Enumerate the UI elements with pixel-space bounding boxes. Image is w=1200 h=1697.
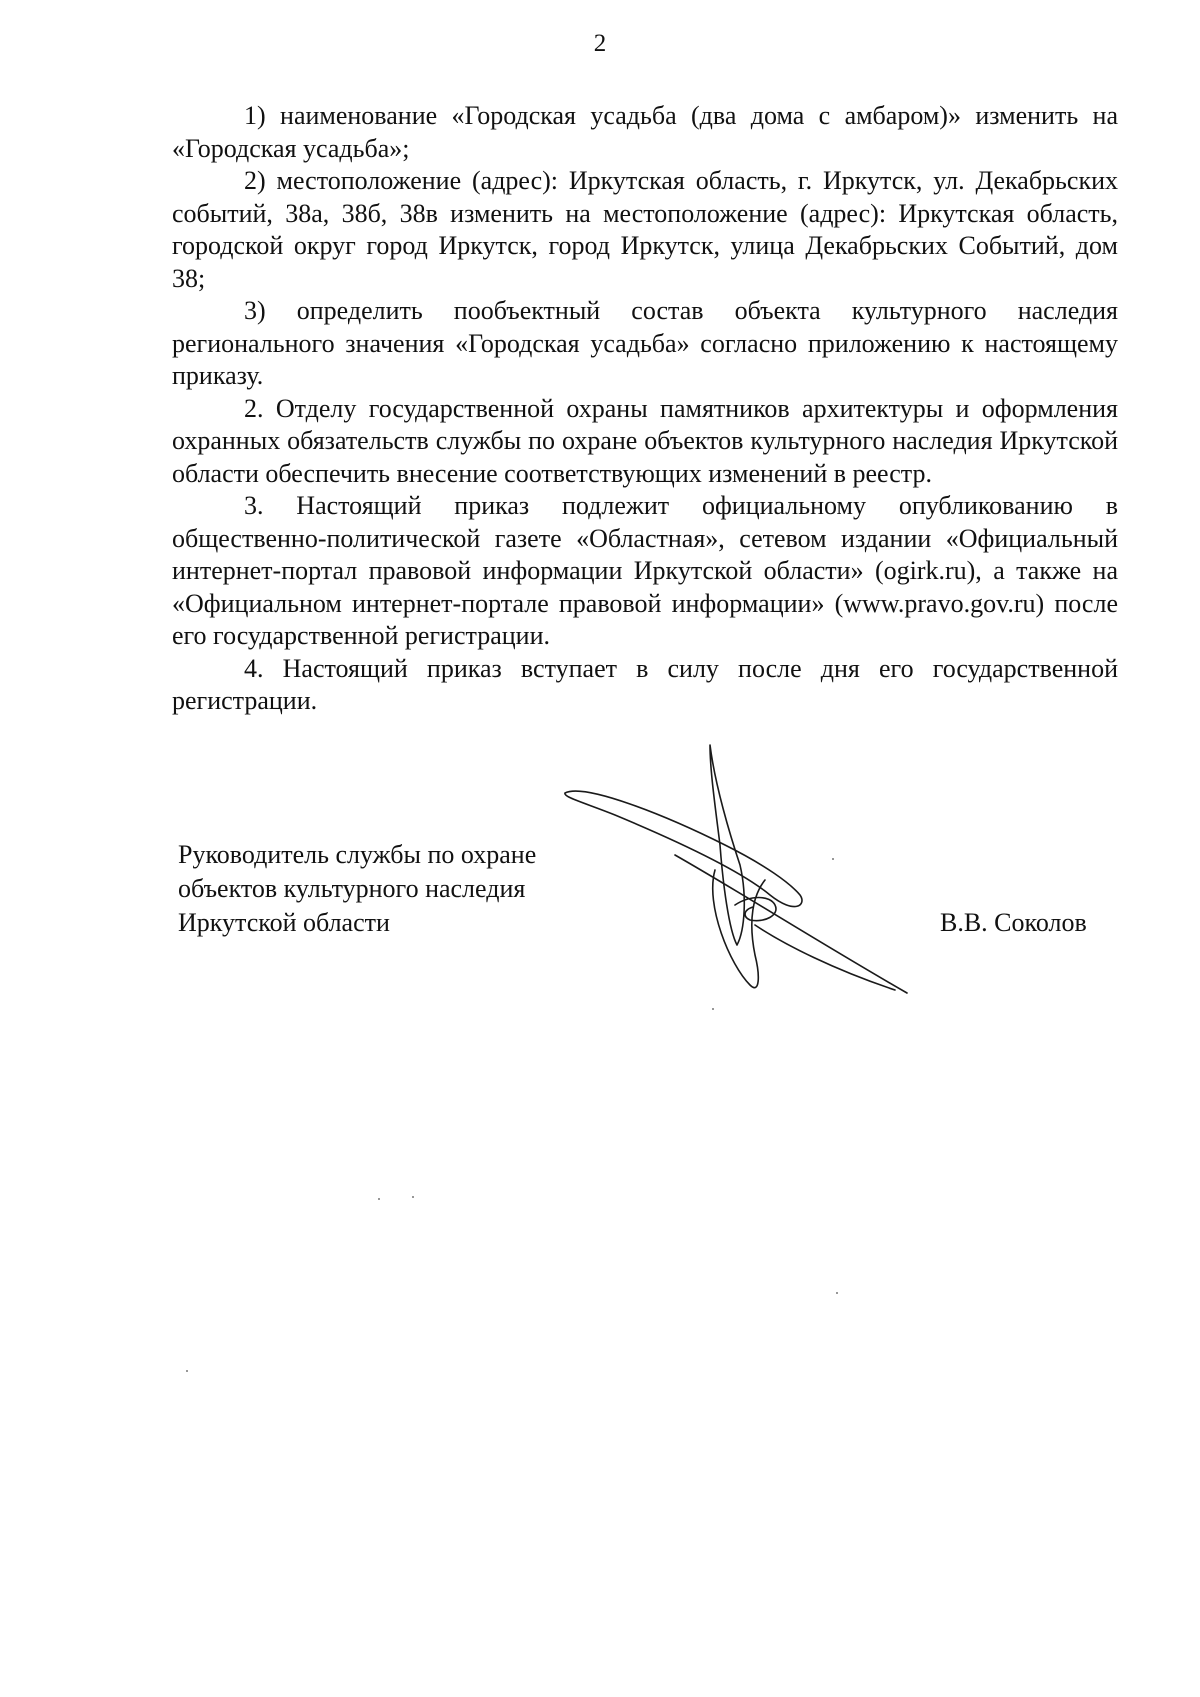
paragraph-4: 4. Настоящий приказ вступает в силу после дня его государственной регистрации. (172, 653, 1118, 715)
paragraph-1-1: 1) наименование «Городская усадьба (два дома с амбаром)» изменить на «Городская усадьба»; (172, 101, 1118, 163)
handwritten-signature (555, 745, 925, 1030)
paragraph-3: 3. Настоящий приказ подлежит официальному опубликованию в общественно-политической газете «Областная», сетевом издании «Официальный интернет-портал правовой информации Иркутской области» (ogirk.ru), а также на «Официальном интернет-портале правовой информации» (www.pravo.gov.ru) после его государственной регистрации. (172, 491, 1118, 650)
signer-title-line: объектов культурного наследия (178, 874, 526, 903)
paragraph-2: 2. Отделу государственной охраны памятников архитектуры и оформления охранных обязательств службы по охране объектов культурного наследия Иркутской области обеспечить внесение соответствующих изменений в реестр. (172, 393, 1118, 488)
signer-title (178, 838, 536, 940)
signer-title-line: Иркутской области (178, 908, 390, 937)
scan-speck (712, 1008, 714, 1010)
scan-speck (412, 1196, 414, 1198)
signer-title-line: Руководитель службы по охране (178, 840, 537, 869)
signer-name: В.В. Соколов (940, 908, 1087, 937)
scan-speck (186, 1370, 188, 1372)
scan-speck (836, 1292, 838, 1294)
page-number: 2 (593, 30, 607, 57)
scan-speck (832, 858, 834, 860)
paragraph-1-3: 3) определить пообъектный состав объекта культурного наследия регионального значения «Городская усадьба» согласно приложению к настоящему приказу. (172, 296, 1118, 390)
document-body (172, 100, 1118, 718)
paragraph-1-2: 2) местоположение (адрес): Иркутская область, г. Иркутск, ул. Декабрьских событий, 38а, 38б, 38в изменить на местоположение (адрес): Иркутская область, городской округ город Иркутск, город Иркутск, улица Декабрьских Событий, дом 38; (172, 166, 1118, 293)
scan-speck (378, 1198, 380, 1200)
